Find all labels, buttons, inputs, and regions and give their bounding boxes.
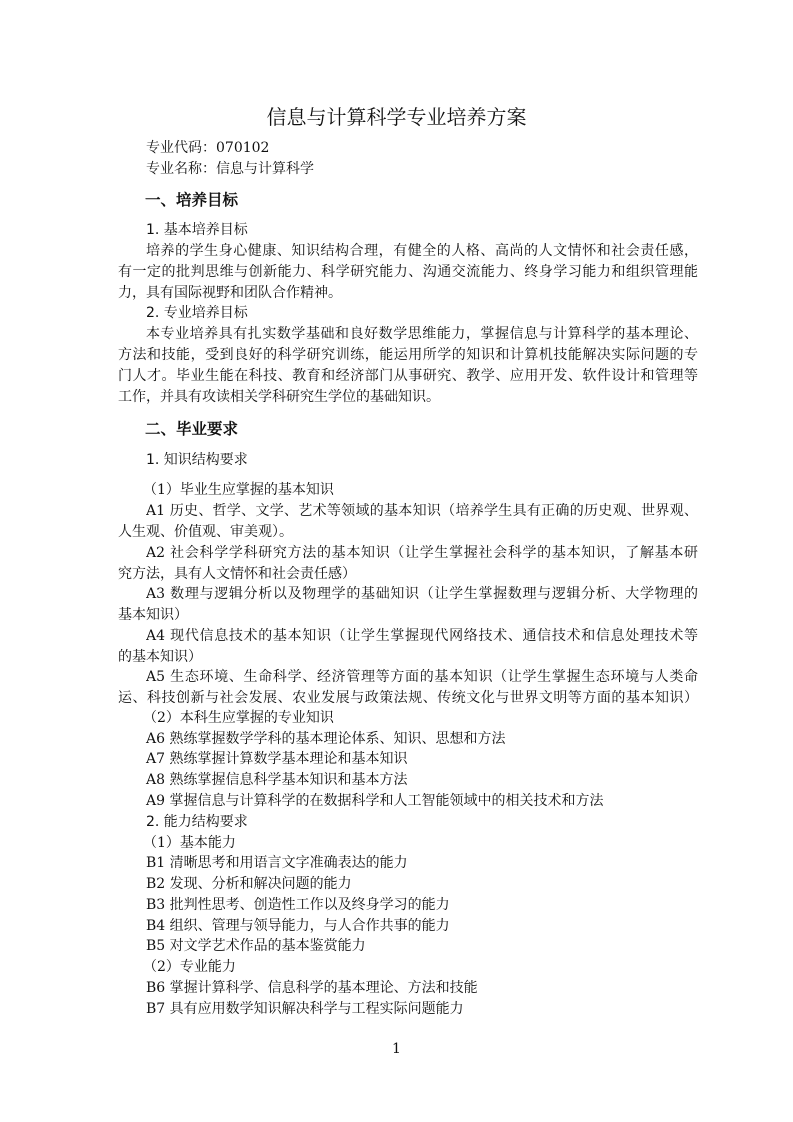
requirement-a2-cont: 究方法，具有人文情怀和社会责任感） [118, 566, 356, 582]
requirement-a4-cont: 的基本知识） [118, 649, 202, 665]
requirement-a2: A2 社会科学学科研究方法的基本知识（让学生掌握社会科学的基本知识，了解基本研 [146, 545, 698, 561]
requirement-b6: B6 掌握计算科学、信息科学的基本理论、方法和技能 [146, 980, 478, 996]
paragraph-line: 门人才。毕业生能在科技、教育和经济部门从事研究、教学、应用开发、软件设计和管理等 [118, 368, 698, 384]
major-name: 专业名称：信息与计算科学 [146, 161, 314, 177]
paragraph-line: 有一定的批判思维与创新能力、科学研究能力、沟通交流能力、终身学习能力和组织管理能 [118, 264, 698, 280]
paragraph-line: 工作，并具有攻读相关学科研究生学位的基础知识。 [118, 389, 440, 405]
group-heading: （1）毕业生应掌握的基本知识 [143, 482, 334, 498]
requirement-b2: B2 发现、分析和解决问题的能力 [146, 876, 352, 892]
requirement-a8: A8 熟练掌握信息科学基本知识和基本方法 [146, 772, 408, 788]
requirement-a7: A7 熟练掌握计算数学基本理论和基本知识 [146, 751, 408, 767]
requirement-a3: A3 数理与逻辑分析以及物理学的基础知识（让学生掌握数理与逻辑分析、大学物理的 [146, 586, 698, 602]
document-title: 信息与计算科学专业培养方案 [266, 105, 527, 129]
page-number: 1 [392, 1041, 401, 1057]
requirement-a5-cont: 运、科技创新与社会发展、农业发展与政策法规、传统文化与世界文明等方面的基本知识） [118, 690, 698, 706]
requirement-a5: A5 生态环境、生命科学、经济管理等方面的基本知识（让学生掌握生态环境与人类命 [146, 669, 698, 685]
subsection-heading: 2. 能力结构要求 [146, 814, 248, 830]
paragraph-line: 力，具有国际视野和团队合作精神。 [118, 285, 342, 301]
paragraph-line: 培养的学生身心健康、知识结构合理，有健全的人格、高尚的人文情怀和社会责任感， [146, 243, 698, 259]
subsection-heading: 1. 知识结构要求 [146, 452, 248, 468]
section-heading: 二、毕业要求 [145, 420, 239, 438]
requirement-a9: A9 掌握信息与计算科学的在数据科学和人工智能领域中的相关技术和方法 [146, 793, 604, 809]
section-heading: 一、培养目标 [145, 191, 239, 209]
requirement-a1-cont: 人生观、价值观、审美观）。 [118, 524, 293, 540]
paragraph-line: 本专业培养具有扎实数学基础和良好数学思维能力，掌握信息与计算科学的基本理论、 [146, 326, 698, 342]
requirement-a1: A1 历史、哲学、文学、艺术等领域的基本知识（培养学生具有正确的历史观、世界观、 [146, 503, 698, 519]
subsection-heading: 2. 专业培养目标 [146, 305, 248, 321]
subsection-heading: 1. 基本培养目标 [146, 222, 248, 238]
major-code: 专业代码：070102 [146, 140, 270, 156]
requirement-a3-cont: 基本知识） [118, 607, 188, 623]
requirement-b5: B5 对文学艺术作品的基本鉴赏能力 [146, 938, 366, 954]
group-heading: （2）专业能力 [143, 959, 236, 975]
requirement-b1: B1 清晰思考和用语言文字准确表达的能力 [146, 855, 408, 871]
requirement-a6: A6 熟练掌握数学学科的基本理论体系、知识、思想和方法 [146, 731, 506, 747]
group-heading: （2）本科生应掌握的专业知识 [143, 710, 334, 726]
requirement-b3: B3 批判性思考、创造性工作以及终身学习的能力 [146, 897, 450, 913]
group-heading: （1）基本能力 [143, 835, 236, 851]
requirement-b7: B7 具有应用数学知识解决科学与工程实际问题能力 [146, 1001, 464, 1017]
paragraph-line: 方法和技能，受到良好的科学研究训练，能运用所学的知识和计算机技能解决实际问题的专 [118, 347, 698, 363]
requirement-a4: A4 现代信息技术的基本知识（让学生掌握现代网络技术、通信技术和信息处理技术等 [146, 628, 698, 644]
requirement-b4: B4 组织、管理与领导能力，与人合作共事的能力 [146, 918, 450, 934]
